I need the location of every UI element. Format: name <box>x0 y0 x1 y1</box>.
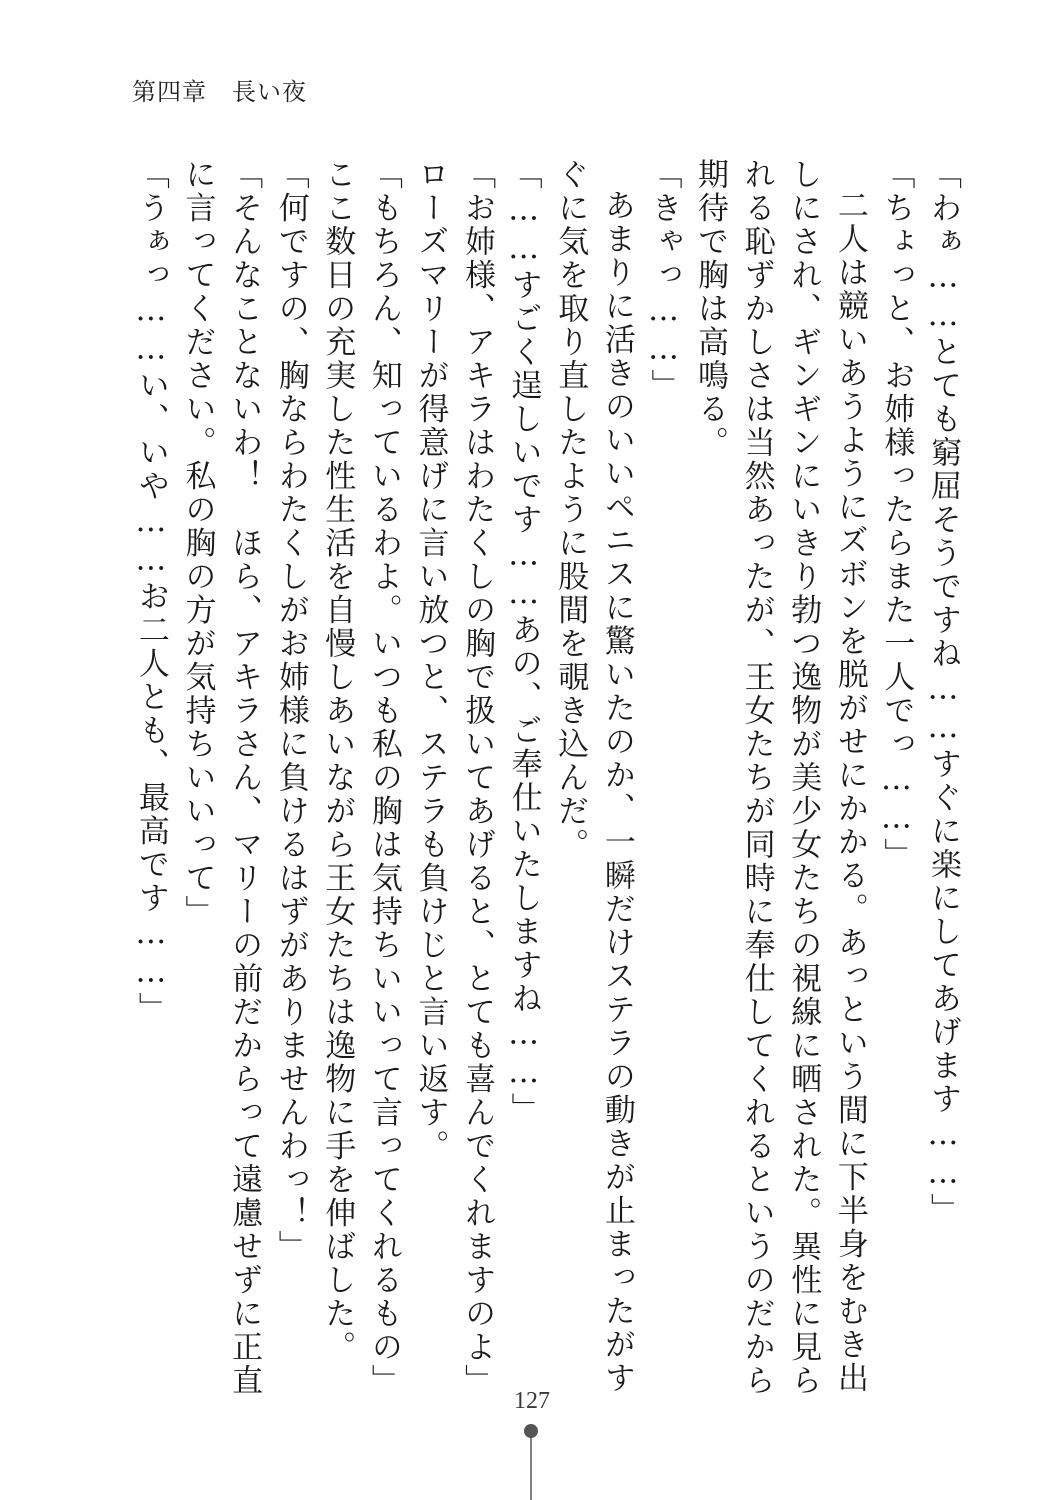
chapter-title: 長い夜 <box>232 78 307 106</box>
paragraph: ローズマリーが得意げに言い放つと、ステラも負けじと言い返す。 <box>412 158 449 1163</box>
page-number: 127 <box>514 1388 550 1414</box>
paragraph: 「何ですの、胸ならわたくしがお姉様に負けるはずがありませんわっ！」 <box>272 158 309 1264</box>
running-header <box>132 72 307 107</box>
paragraph: ここ数日の充実した性生活を自慢しあいながら王女たちは逸物に手を伸ばした。 <box>319 158 356 1364</box>
paragraph: 「……すごく逞しいです……あの、ご奉仕いたしますね……」 <box>505 158 542 1126</box>
paragraph: 「ちょっと、お姉様ったらまた一人でっ……」 <box>878 158 915 872</box>
paragraph: 「もちろん、知っているわよ。いつも私の胸は気持ちいいって言ってくれるもの」 <box>365 158 402 1398</box>
paragraph: あまりに活きのいいペニスに驚いたのか、一瞬だけステラの動きが止まったがすぐに気を取り直したように股間を覗き込んだ。 <box>552 158 635 1395</box>
paragraph: 「わぁ……とても窮屈そうですね……すぐに楽にしてあげます……」 <box>925 158 961 1227</box>
paragraph: 「そんなことないわ！ ほら、アキラさん、マリーの前だからって遠慮せずに正直に言ってください。私の胸の方が気持ちいいって」 <box>179 158 263 1398</box>
bookmark-ribbon-icon <box>521 1422 541 1500</box>
vertical-body-text <box>127 158 966 1398</box>
chapter-number: 第四章 <box>132 78 207 106</box>
paragraph: 「お姉様、アキラはわたくしの胸で扱いてあげると、とても喜んでくれますのよ」 <box>459 158 496 1398</box>
paragraph: 二人は競いあうようにズボンを脱がせにかかる。あっという間に下半身をむき出しにされ、ギンギンにいきり勃つ逸物が美少女たちの視線に晒された。異性に見られる恥ずかしさは当然あったが、王女たちが同時に奉仕してくれるというのだから期待で胸は高鳴る。 <box>692 158 868 1398</box>
paragraph: 「きゃっ……」 <box>645 158 682 403</box>
paragraph: 「うぁっ……い、いや……お二人とも、最高です……」 <box>132 158 169 1026</box>
